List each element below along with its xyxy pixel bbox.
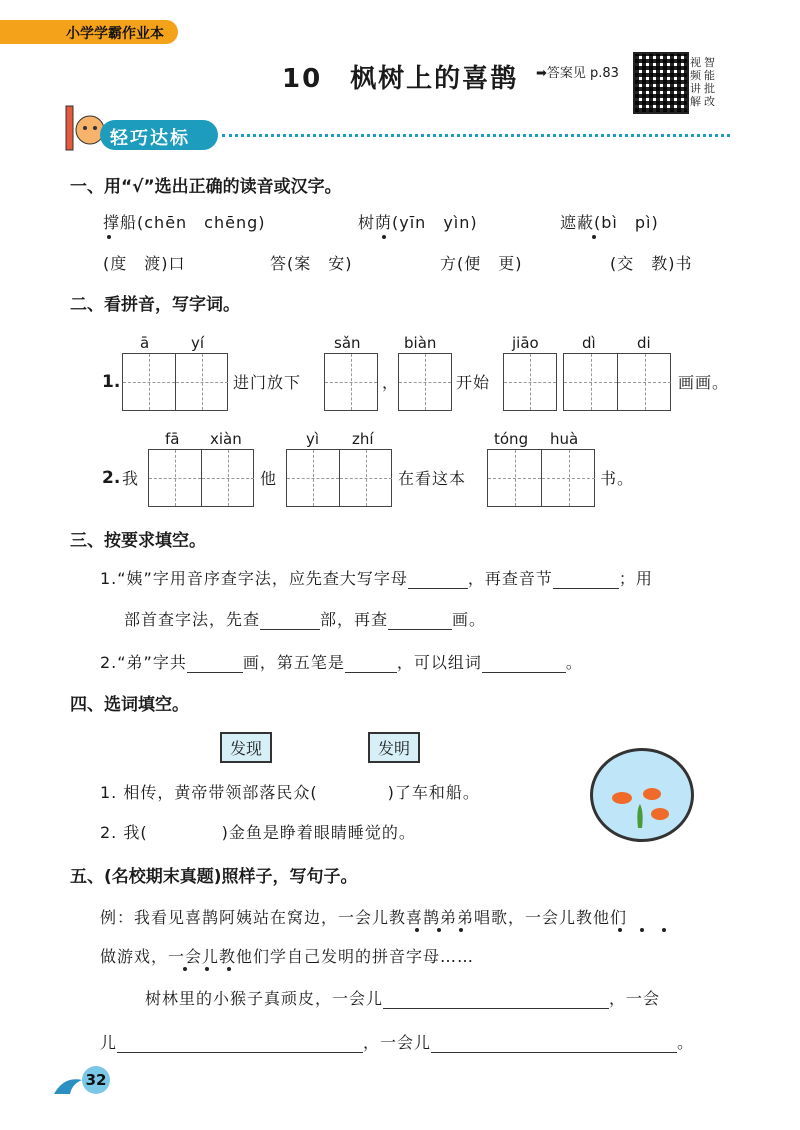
pinyin: tóng: [494, 430, 529, 448]
dolphin-icon: [52, 1072, 86, 1100]
pinyin: xiàn: [210, 430, 242, 448]
word-card-faxian[interactable]: 发现: [220, 732, 272, 763]
qr-code-icon[interactable]: [633, 52, 689, 114]
q1-heading: 一、用“√”选出正确的读音或汉字。: [70, 177, 342, 197]
emphasis-dot: [662, 928, 666, 932]
emphasis-dot: [415, 928, 419, 932]
pinyin: di: [637, 334, 651, 352]
q3-heading: 三、按要求填空。: [70, 531, 206, 551]
cat-pencil-icon: [62, 104, 106, 156]
blank[interactable]: [187, 672, 243, 673]
pinyin: jiāo: [512, 334, 539, 352]
series-name: 小学学霸作业本: [66, 26, 164, 42]
q2-line2-number: 2.: [102, 468, 121, 488]
writing-grid[interactable]: [398, 353, 452, 411]
q5-prompt-line1: 树林里的小猴子真顽皮，一会儿 ，一会: [145, 989, 661, 1008]
q1-item-4: (度 渡)口: [103, 254, 186, 273]
q5-prompt-line2: 儿 ，一会儿 。: [100, 1033, 695, 1052]
pinyin: biàn: [404, 334, 437, 352]
emphasis-dot: [183, 967, 187, 971]
q1-item-1: 撑船(chēn chēng): [103, 213, 266, 232]
q2-text: 我: [122, 469, 140, 488]
emphasis-dot: [640, 928, 644, 932]
emphasis-dot: [592, 235, 596, 239]
q2-text: ，: [382, 373, 400, 392]
blank[interactable]: [482, 672, 566, 673]
pinyin: ā: [140, 334, 150, 352]
word-card-faming[interactable]: 发明: [368, 732, 420, 763]
answer-line[interactable]: [383, 1008, 609, 1009]
writing-grid[interactable]: [148, 449, 254, 507]
emphasis-dot: [618, 928, 622, 932]
writing-grid[interactable]: [563, 353, 671, 411]
goldfish-icon: [600, 780, 680, 830]
q2-text: 进门放下: [233, 373, 302, 392]
emphasis-dot: [459, 928, 463, 932]
q1-item-7: (交 教)书: [610, 254, 693, 273]
q4-sentence-2: 2. 我( )金鱼是睁着眼睛睡觉的。: [100, 823, 416, 842]
pinyin: sǎn: [334, 334, 361, 352]
emphasis-dot: [227, 967, 231, 971]
q1-item-6: 方(便 更): [440, 254, 523, 273]
q5-heading: 五、(名校期末真题)照样子，写句子。: [70, 867, 358, 887]
answer-line[interactable]: [117, 1052, 363, 1053]
writing-grid[interactable]: [286, 449, 392, 507]
blank[interactable]: [345, 672, 397, 673]
emphasis-dot: [437, 928, 441, 932]
blank[interactable]: [388, 629, 452, 630]
q5-example-line1: 例：我看见喜鹊阿姨站在窝边，一会儿教喜鹊弟弟唱歌，一会儿教他们: [100, 908, 628, 927]
pinyin: yí: [191, 334, 205, 352]
q4-heading: 四、选词填空。: [70, 695, 189, 715]
q1-item-5: 答(案 安): [270, 254, 353, 273]
q4-sentence-1: 1. 相传，黄帝带领部落民众( )了车和船。: [100, 783, 480, 802]
q2-text: 书。: [600, 469, 635, 488]
writing-grid[interactable]: [503, 353, 557, 411]
answer-reference: ➡答案见 p.83: [536, 66, 619, 81]
q2-heading: 二、看拼音，写字词。: [70, 295, 240, 315]
blank[interactable]: [408, 588, 468, 589]
blank[interactable]: [260, 629, 320, 630]
pinyin: yì: [306, 430, 320, 448]
q3-line-c: 2.“弟”字共 画，第五笔是 ，可以组词 。: [100, 653, 583, 672]
q2-text: 在看这本: [398, 469, 467, 488]
lesson-title: 10 枫树上的喜鹊: [282, 64, 519, 94]
q1-item-2: 树荫(yīn yìn): [358, 213, 478, 232]
section-badge: 轻巧达标: [100, 120, 218, 150]
pinyin: dì: [582, 334, 596, 352]
dotted-divider: [222, 134, 730, 137]
qr-side-text-col2: 智 能 批 改: [704, 56, 715, 108]
blank[interactable]: [553, 588, 619, 589]
q2-text: 开始: [456, 373, 491, 392]
q5-example-line2: 做游戏，一会儿教他们学自己发明的拼音字母……: [100, 947, 475, 966]
emphasis-dot: [382, 235, 386, 239]
q2-text: 画画。: [678, 373, 730, 392]
q2-text: 他: [260, 469, 278, 488]
answer-line[interactable]: [431, 1052, 677, 1053]
pinyin: huà: [550, 430, 579, 448]
qr-side-text-col1: 视 频 讲 解: [690, 56, 701, 108]
pinyin: fā: [165, 430, 180, 448]
emphasis-dot: [205, 967, 209, 971]
pinyin: zhí: [352, 430, 374, 448]
q3-line-a: 1.“姨”字用音序查字法，应先查大写字母 ，再查音节 ；用: [100, 569, 653, 588]
q2-line1-number: 1.: [102, 372, 121, 392]
q3-line-b: 部首查字法，先查 部，再查 画。: [124, 610, 487, 629]
emphasis-dot: [107, 235, 111, 239]
writing-grid[interactable]: [122, 353, 228, 411]
writing-grid[interactable]: [324, 353, 378, 411]
writing-grid[interactable]: [487, 449, 595, 507]
q1-item-3: 遮蔽(bì pì): [560, 213, 659, 232]
page-number: 32: [82, 1066, 110, 1094]
